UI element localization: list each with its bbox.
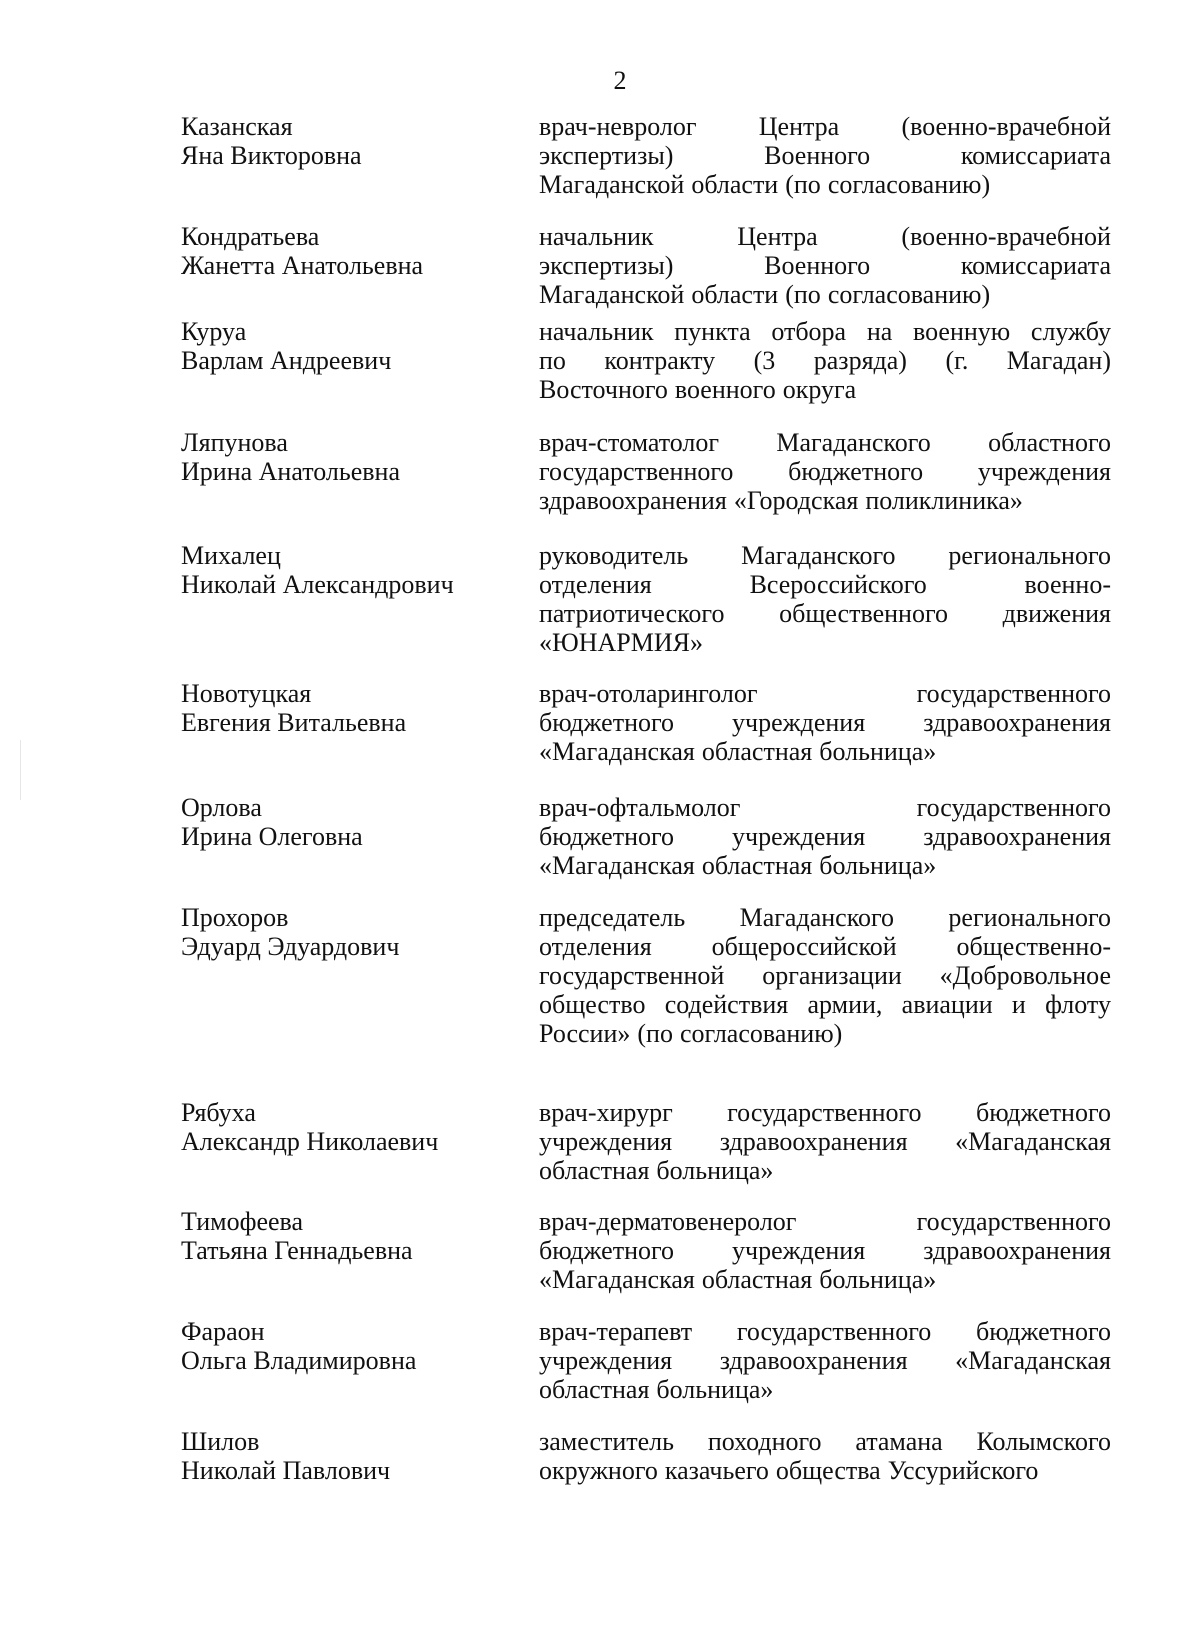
member-given-names: Варлам Андреевич: [181, 346, 392, 375]
position-word: России»: [539, 1019, 631, 1048]
member-given-names: Евгения Витальевна: [181, 708, 407, 737]
position-word: здравоохранения: [539, 486, 727, 515]
position-word: (по: [785, 280, 821, 309]
position-word: военного: [674, 375, 776, 404]
position-line: [539, 961, 1111, 990]
position-word: разряда): [813, 346, 907, 375]
position-word: согласованию): [827, 280, 991, 309]
member-name: [181, 793, 511, 851]
position-word: государственного: [736, 1317, 932, 1346]
position-word: здравоохранения: [719, 1127, 908, 1156]
position-word: авиации: [901, 990, 993, 1019]
position-word: регионального: [948, 541, 1111, 570]
position-line: [539, 1098, 1111, 1127]
position-line: [539, 570, 1111, 599]
position-word: здравоохранения: [923, 708, 1111, 737]
position-word: бюджетного: [975, 1317, 1111, 1346]
position-line: [539, 317, 1111, 346]
member-position: [539, 1207, 1111, 1294]
member-name: [181, 679, 511, 737]
position-word: учреждения: [539, 1127, 673, 1156]
position-word: и: [1011, 990, 1026, 1019]
member-surname: Новотуцкая: [181, 679, 312, 708]
position-word: Магадан): [1006, 346, 1111, 375]
member-position: [539, 679, 1111, 766]
position-line: [539, 428, 1111, 457]
member-given-names: Ольга Владимировна: [181, 1346, 417, 1375]
position-word: окружного: [539, 1456, 658, 1485]
member-given-names: Татьяна Геннадьевна: [181, 1236, 413, 1265]
position-word: согласованию): [827, 170, 991, 199]
member-given-names: Ирина Анатольевна: [181, 457, 400, 486]
position-word: государственного: [916, 793, 1111, 822]
member-given-names: Яна Викторовна: [181, 141, 362, 170]
position-word: общественного: [779, 599, 948, 628]
member-name: [181, 317, 511, 375]
position-word: общественно-: [956, 932, 1111, 961]
position-word: организации: [762, 961, 902, 990]
position-word: (г.: [945, 346, 969, 375]
position-word: Колымского: [976, 1427, 1111, 1456]
position-word: экспертизы): [539, 251, 674, 280]
position-word: пункта: [674, 317, 751, 346]
position-word: армии,: [807, 990, 883, 1019]
position-line: [539, 112, 1111, 141]
position-word: государственного: [727, 1098, 922, 1127]
position-word: врач-офтальмолог: [539, 793, 741, 822]
position-line: [539, 346, 1111, 375]
position-word: патриотического: [539, 599, 725, 628]
position-word: государственного: [916, 679, 1111, 708]
member-given-names: Николай Павлович: [181, 1456, 391, 1485]
position-word: «Магаданская: [539, 737, 695, 766]
position-line: [539, 990, 1111, 1019]
position-word: «ЮНАРМИЯ»: [539, 628, 703, 657]
position-word: здравоохранения: [923, 822, 1111, 851]
member-position: [539, 222, 1111, 309]
position-line: [539, 932, 1111, 961]
position-word: учреждения: [977, 457, 1111, 486]
position-word: Магаданского: [741, 541, 896, 570]
member-surname: Казанская: [181, 112, 293, 141]
position-word: врач-невролог: [539, 112, 697, 141]
position-line: [539, 903, 1111, 932]
member-name: [181, 222, 511, 280]
member-surname: Куруа: [181, 317, 247, 346]
position-word: Магаданского: [739, 903, 895, 932]
position-word: области: [691, 170, 779, 199]
position-word: движения: [1002, 599, 1111, 628]
position-line: [539, 1019, 1111, 1048]
position-word: государственной: [539, 961, 725, 990]
position-word: содействия: [664, 990, 789, 1019]
position-line: [539, 599, 1111, 628]
position-word: Военного: [764, 141, 871, 170]
position-word: учреждения: [539, 1346, 673, 1375]
member-given-names: Николай Александрович: [181, 570, 454, 599]
position-word: бюджетного: [539, 1236, 675, 1265]
position-word: области: [691, 280, 779, 309]
position-word: контракту: [604, 346, 716, 375]
position-word: бюджетного: [975, 1098, 1111, 1127]
position-word: общество: [539, 990, 646, 1019]
member-name: [181, 903, 511, 961]
member-given-names: Эдуард Эдуардович: [181, 932, 400, 961]
position-line: [539, 1127, 1111, 1156]
position-line: [539, 1456, 1111, 1485]
position-word: (по: [637, 1019, 673, 1048]
position-word: экспертизы): [539, 141, 674, 170]
position-line: [539, 822, 1111, 851]
position-line: [539, 679, 1111, 708]
member-surname: Тимофеева: [181, 1207, 304, 1236]
position-word: на: [866, 317, 893, 346]
position-word: врач-отоларинголог: [539, 679, 758, 708]
position-word: здравоохранения: [719, 1346, 908, 1375]
position-line: [539, 1156, 1111, 1185]
member-position: [539, 1427, 1111, 1485]
position-word: (военно-врачебной: [901, 222, 1111, 251]
member-position: [539, 1098, 1111, 1185]
member-name: [181, 112, 511, 170]
position-word: общества: [775, 1456, 881, 1485]
member-name: [181, 541, 511, 599]
position-line: [539, 1207, 1111, 1236]
position-line: [539, 170, 1111, 199]
position-word: «Магаданская: [955, 1346, 1111, 1375]
position-line: [539, 251, 1111, 280]
position-word: учреждения: [732, 1236, 866, 1265]
page-number: 2: [613, 66, 627, 95]
position-word: бюджетного: [539, 822, 675, 851]
position-word: «Магаданская: [539, 1265, 695, 1294]
member-position: [539, 903, 1111, 1048]
position-word: бюджетного: [788, 457, 924, 486]
member-position: [539, 793, 1111, 880]
member-position: [539, 317, 1111, 404]
position-word: учреждения: [732, 822, 866, 851]
position-line: [539, 1317, 1111, 1346]
member-surname: Фараон: [181, 1317, 265, 1346]
member-given-names: Александр Николаевич: [181, 1127, 439, 1156]
position-word: больница»: [819, 851, 937, 880]
position-word: общероссийской: [711, 932, 897, 961]
member-name: [181, 1427, 511, 1485]
position-line: [539, 793, 1111, 822]
position-word: областная: [539, 1156, 650, 1185]
position-word: регионального: [948, 903, 1111, 932]
position-word: Магаданской: [539, 280, 685, 309]
member-name: [181, 428, 511, 486]
member-surname: Прохоров: [181, 903, 289, 932]
position-word: военно-: [1024, 570, 1111, 599]
position-word: председатель: [539, 903, 686, 932]
position-word: врач-стоматолог: [539, 428, 720, 457]
position-word: начальник: [539, 317, 654, 346]
position-word: больница»: [656, 1375, 774, 1404]
member-surname: Кондратьева: [181, 222, 320, 251]
position-word: областная: [701, 737, 813, 766]
member-surname: Рябуха: [181, 1098, 256, 1127]
position-word: округа: [782, 375, 857, 404]
position-line: [539, 708, 1111, 737]
position-word: врач-дерматовенеролог: [539, 1207, 797, 1236]
member-surname: Шилов: [181, 1427, 260, 1456]
position-word: «Добровольное: [939, 961, 1111, 990]
position-line: [539, 222, 1111, 251]
position-line: [539, 375, 1111, 404]
position-word: Уссурийского: [887, 1456, 1039, 1485]
member-name: [181, 1098, 511, 1156]
position-word: комиссариата: [960, 251, 1111, 280]
position-word: отделения: [539, 932, 652, 961]
position-word: Восточного: [539, 375, 668, 404]
position-line: [539, 457, 1111, 486]
position-word: службу: [1030, 317, 1111, 346]
position-word: (по: [785, 170, 821, 199]
position-word: государственного: [916, 1207, 1111, 1236]
position-word: (3: [753, 346, 776, 375]
position-word: поликлиника»: [865, 486, 1023, 515]
member-position: [539, 112, 1111, 199]
member-surname: Орлова: [181, 793, 262, 822]
position-word: флоту: [1045, 990, 1111, 1019]
member-given-names: Жанетта Анатольевна: [181, 251, 424, 280]
position-line: [539, 737, 1111, 766]
position-line: [539, 1236, 1111, 1265]
position-word: больница»: [819, 1265, 937, 1294]
position-word: бюджетного: [539, 708, 675, 737]
position-line: [539, 851, 1111, 880]
position-word: больница»: [819, 737, 937, 766]
position-word: учреждения: [732, 708, 866, 737]
member-surname: Михалец: [181, 541, 281, 570]
member-given-names: Ирина Олеговна: [181, 822, 363, 851]
position-word: областная: [701, 851, 813, 880]
position-word: по: [539, 346, 566, 375]
position-word: областная: [701, 1265, 813, 1294]
position-word: Магаданской: [539, 170, 685, 199]
position-word: походного: [707, 1427, 822, 1456]
position-word: Всероссийского: [749, 570, 927, 599]
member-name: [181, 1317, 511, 1375]
member-surname: Ляпунова: [181, 428, 288, 457]
position-word: государственного: [539, 457, 734, 486]
position-line: [539, 280, 1111, 309]
member-name: [181, 1207, 511, 1265]
position-word: Магаданского: [776, 428, 931, 457]
position-word: «Магаданская: [539, 851, 695, 880]
position-line: [539, 541, 1111, 570]
position-word: врач-терапевт: [539, 1317, 693, 1346]
member-position: [539, 541, 1111, 657]
position-line: [539, 141, 1111, 170]
position-word: руководитель: [539, 541, 689, 570]
scan-margin-mark: [20, 740, 21, 800]
position-word: отделения: [539, 570, 652, 599]
position-word: согласованию): [679, 1019, 843, 1048]
position-word: заместитель: [539, 1427, 675, 1456]
position-word: военную: [912, 317, 1011, 346]
position-word: областного: [988, 428, 1111, 457]
position-word: начальник: [539, 222, 654, 251]
position-word: Центра: [758, 112, 840, 141]
position-word: комиссариата: [960, 141, 1111, 170]
position-line: [539, 1427, 1111, 1456]
position-line: [539, 1346, 1111, 1375]
position-word: областная: [539, 1375, 650, 1404]
member-position: [539, 1317, 1111, 1404]
position-word: Военного: [764, 251, 871, 280]
position-word: «Магаданская: [955, 1127, 1111, 1156]
position-word: отбора: [771, 317, 847, 346]
position-word: врач-хирург: [539, 1098, 673, 1127]
position-word: больница»: [656, 1156, 774, 1185]
position-line: [539, 628, 1111, 657]
position-word: (военно-врачебной: [901, 112, 1111, 141]
position-line: [539, 486, 1111, 515]
position-line: [539, 1375, 1111, 1404]
position-word: здравоохранения: [923, 1236, 1111, 1265]
position-word: казачьего: [664, 1456, 769, 1485]
position-word: Центра: [737, 222, 818, 251]
position-word: «Городская: [733, 486, 859, 515]
position-line: [539, 1265, 1111, 1294]
position-word: атамана: [855, 1427, 943, 1456]
member-position: [539, 428, 1111, 515]
